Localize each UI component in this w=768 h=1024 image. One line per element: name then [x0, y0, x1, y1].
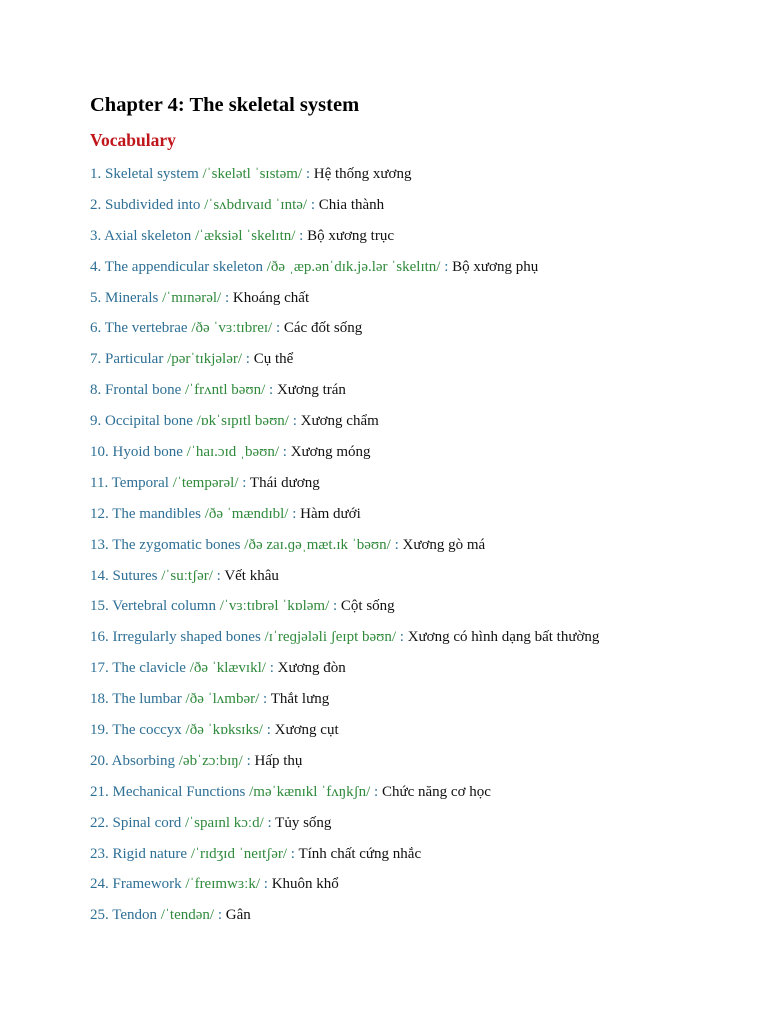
list-item [90, 561, 748, 592]
vocab-separator: : [262, 722, 275, 739]
list-item [90, 375, 748, 406]
vocab-phonetic: /ðə ˌæp.ənˈdɪk.jə.lər ˈskelɪtn/ [266, 258, 441, 275]
vocab-term: 10. Hyoid bone [90, 444, 183, 461]
vocab-phonetic: /ˈskelətl ˈsɪstəm/ [202, 166, 303, 182]
list-item [90, 900, 748, 931]
vocab-meaning: Xương móng [290, 444, 371, 461]
vocab-term: 21. Mechanical Functions [90, 783, 246, 800]
vocab-term: 2. Subdivided into [90, 196, 201, 213]
vocab-separator: : [329, 598, 341, 615]
vocab-separator: : [370, 783, 382, 800]
list-item [90, 437, 748, 468]
vocab-separator: : [214, 907, 226, 924]
vocab-phonetic: /ðə ˈkɒksɪks/ [185, 722, 263, 739]
vocab-meaning: Thái dương [249, 474, 320, 491]
vocab-term: 18. The lumbar [90, 691, 182, 708]
list-item [90, 221, 748, 252]
vocab-phonetic: /ˈæksiəl ˈskelɪtn/ [195, 227, 296, 244]
vocab-separator: : [221, 289, 233, 306]
vocab-phonetic: /ˈhaɪ.ɔɪd ˌbəʊn/ [186, 444, 280, 461]
list-item [90, 252, 748, 283]
vocab-phonetic: /ˈfrʌntl bəʊn/ [185, 382, 266, 399]
vocab-separator: : [307, 196, 319, 213]
vocab-term: 25. Tendon [90, 907, 158, 924]
vocab-meaning: Xương chẩm [300, 413, 379, 430]
list-item [90, 684, 748, 715]
vocab-term: 22. Spinal cord [90, 814, 182, 831]
list-item [90, 406, 748, 437]
vocab-meaning: Xương gò má [402, 536, 486, 553]
vocab-separator: : [396, 629, 408, 646]
vocab-separator: : [287, 845, 299, 862]
vocab-separator: : [288, 505, 301, 522]
vocab-phonetic: /ˈspaɪnl kɔːd/ [185, 814, 264, 831]
vocab-term: 6. The vertebrae [90, 320, 188, 337]
vocab-meaning: Bộ xương trục [307, 227, 394, 244]
vocab-meaning: Vết khâu [224, 567, 279, 584]
vocab-term: 9. Occipital bone [90, 413, 193, 430]
vocab-term: 13. The zygomatic bones [90, 536, 241, 553]
vocab-separator: : [265, 660, 278, 677]
list-item [90, 591, 748, 622]
list-item [90, 808, 748, 839]
vocab-term: 7. Particular [90, 351, 164, 368]
list-item [90, 622, 748, 653]
vocab-meaning: Cột sống [340, 598, 395, 615]
list-item [90, 653, 748, 684]
vocab-separator: : [265, 382, 277, 399]
vocab-meaning: Xương có hình dạng bất thường [407, 629, 600, 646]
list-item [90, 159, 748, 190]
vocab-meaning: Các đốt sống [283, 320, 363, 337]
vocab-term: 4. The appendicular skeleton [90, 258, 263, 275]
vocab-separator: : [242, 351, 254, 368]
vocab-meaning: Bộ xương phụ [452, 258, 539, 275]
vocab-phonetic: /ðə ˈmændɪbl/ [204, 505, 289, 522]
vocab-term: 20. Absorbing [90, 752, 176, 769]
vocab-meaning: Tủy sống [275, 814, 332, 831]
vocab-phonetic: /ˈfreɪmwɜːk/ [185, 876, 261, 893]
vocab-phonetic: /ðə ˈvɜːtɪbreɪ/ [191, 320, 273, 337]
list-item [90, 344, 748, 375]
vocab-phonetic: /ɪˈreɡjələli ʃeɪpt bəʊn/ [264, 629, 397, 646]
list-item [90, 530, 748, 561]
vocab-meaning: Khoáng chất [232, 289, 310, 306]
vocab-phonetic: /ˈmɪnərəl/ [162, 289, 222, 306]
vocab-term: 19. The coccyx [90, 722, 182, 739]
list-item [90, 777, 748, 808]
vocab-meaning: Xương cụt [274, 722, 339, 739]
section-heading: Vocabulary [90, 130, 176, 150]
vocab-phonetic: /əbˈzɔːbɪŋ/ [178, 752, 243, 769]
vocab-phonetic: /ˈtempərəl/ [172, 474, 239, 491]
vocab-term: 11. Temporal [90, 474, 169, 491]
list-item [90, 715, 748, 746]
vocab-meaning: Hấp thụ [254, 752, 303, 769]
vocab-separator: : [288, 413, 301, 430]
vocab-separator: : [279, 444, 291, 461]
vocab-phonetic: /ɒkˈsɪpɪtl bəʊn/ [196, 413, 289, 430]
vocab-term: 1. Skeletal system [90, 166, 199, 182]
vocab-phonetic: /məˈkænɪkl ˈfʌŋkʃn/ [249, 783, 371, 800]
vocab-term: 24. Framework [90, 876, 182, 893]
list-item [90, 839, 748, 870]
list-item [90, 746, 748, 777]
vocab-separator: : [263, 814, 276, 831]
vocab-term: 14. Sutures [90, 567, 158, 584]
vocab-separator: : [242, 752, 255, 769]
list-item [90, 468, 748, 499]
vocab-phonetic: /ˈrɪdʒɪd ˈneɪtʃər/ [190, 845, 288, 862]
vocab-separator: : [440, 258, 453, 275]
vocab-term: 12. The mandibles [90, 505, 201, 522]
vocab-term: 17. The clavicle [90, 660, 186, 677]
list-item [90, 869, 748, 900]
vocab-separator: : [238, 474, 250, 491]
vocab-meaning: Gân [225, 907, 251, 924]
list-item [90, 313, 748, 344]
vocab-term: 3. Axial skeleton [90, 227, 192, 244]
vocab-term: 15. Vertebral column [90, 598, 216, 615]
vocab-meaning: Chức năng cơ học [381, 783, 491, 800]
document-page [90, 92, 748, 931]
vocab-term: 8. Frontal bone [90, 382, 182, 399]
vocab-phonetic: /pərˈtɪkjələr/ [167, 351, 243, 368]
vocab-term: 23. Rigid nature [90, 845, 188, 862]
vocab-phonetic: /ˈsʌbdɪvaɪd ˈɪntə/ [204, 196, 308, 213]
vocab-separator: : [260, 876, 272, 893]
vocab-phonetic: /ˈsuːtʃər/ [161, 567, 213, 584]
vocab-separator: : [259, 691, 271, 708]
vocab-separator: : [212, 567, 225, 584]
vocab-separator: : [272, 320, 284, 337]
vocab-separator: : [390, 536, 403, 553]
vocab-phonetic: /ðə ˈlʌmbər/ [185, 691, 260, 708]
vocab-meaning: Xương trán [276, 382, 346, 399]
chapter-title: Chapter 4: The skeletal system [90, 94, 360, 116]
list-item [90, 190, 748, 221]
vocab-meaning: Khuôn khổ [271, 876, 339, 893]
vocab-meaning: Thắt lưng [270, 691, 330, 708]
vocab-phonetic: /ðə zaɪ.ɡəˌmæt.ɪk ˈbəʊn/ [244, 536, 391, 553]
vocab-separator: : [302, 166, 314, 182]
vocab-phonetic: /ðə ˈklævɪkl/ [189, 660, 266, 677]
vocab-term: 16. Irregularly shaped bones [90, 629, 261, 646]
list-item [90, 283, 748, 314]
vocab-term: 5. Minerals [90, 289, 159, 306]
vocab-meaning: Xương đòn [277, 660, 346, 677]
vocab-meaning: Hàm dưới [300, 505, 361, 522]
vocab-meaning: Chia thành [318, 196, 385, 213]
vocab-meaning: Hệ thống xương [313, 166, 412, 182]
vocab-phonetic: /ˈtendən/ [160, 907, 215, 924]
vocabulary-list [90, 159, 748, 931]
vocab-separator: : [295, 227, 308, 244]
vocab-meaning: Cụ thể [253, 351, 294, 368]
list-item [90, 499, 748, 530]
vocab-meaning: Tính chất cứng nhắc [298, 845, 422, 862]
vocab-phonetic: /ˈvɜːtɪbrəl ˈkɒləm/ [219, 598, 330, 615]
